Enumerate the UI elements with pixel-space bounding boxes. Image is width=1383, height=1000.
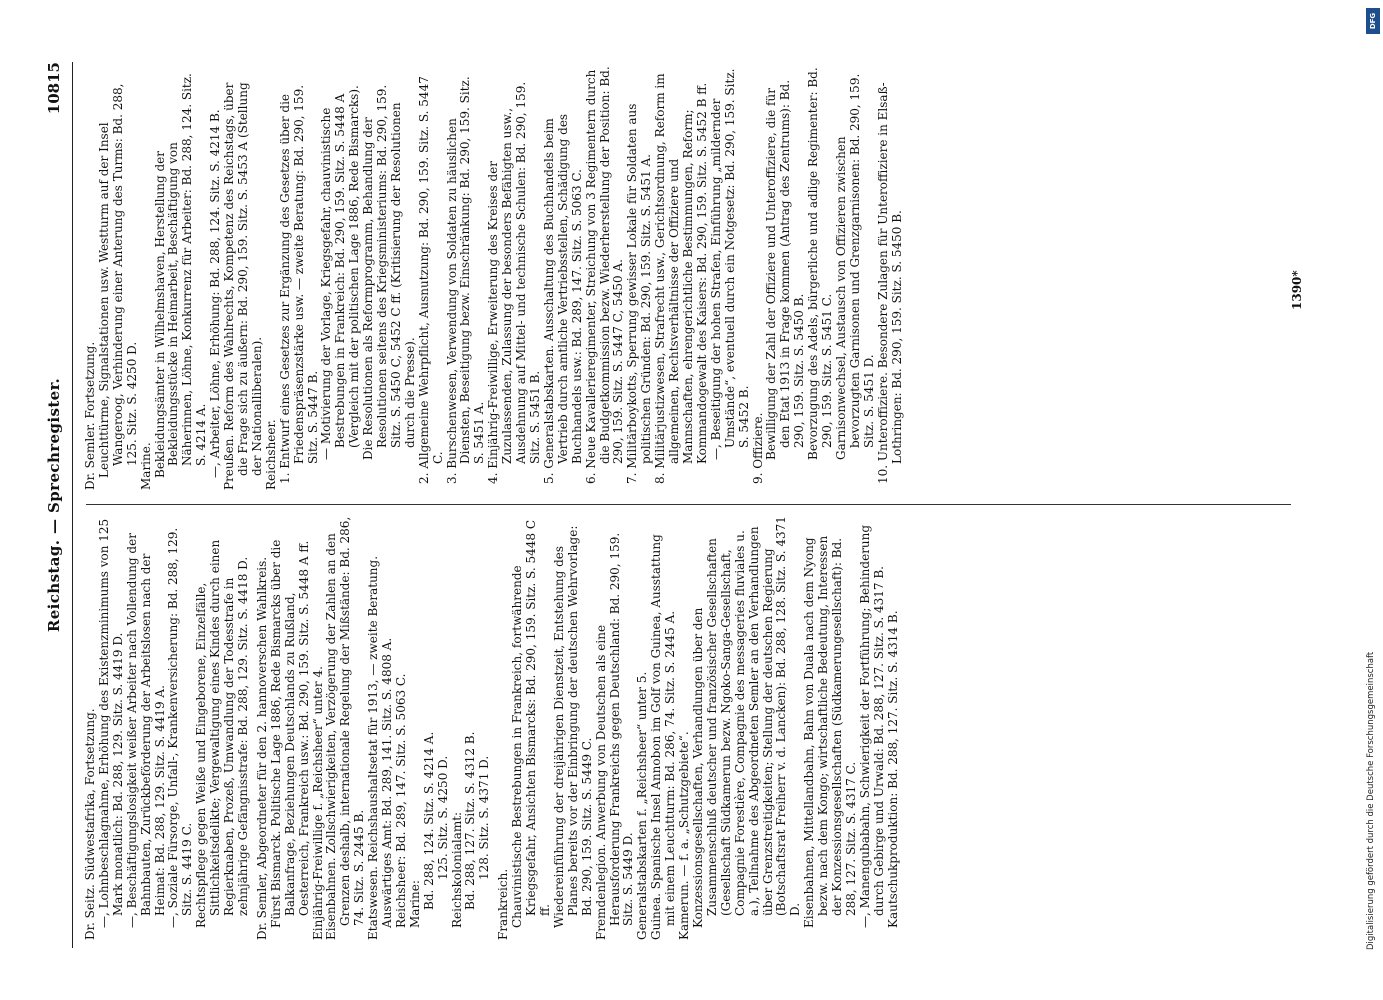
index-entry: Reichsheer: Bd. 289, 147. Sitz. S. 5063 C. (393, 673, 408, 928)
index-entry: Marine: (407, 880, 422, 928)
right-column (84, 66, 904, 490)
index-entry: 6. Neue Kavallerieregimenter, Streichung von 3 Regimentern durch die Budgetkommission bezw. Wiederherstellung der Position: Bd. 290, 159. Sitz. S. 5447 C, 5450 A. (583, 66, 626, 484)
index-entry: Bd. 288, 124. Sitz. S. 4214 A. (421, 731, 436, 910)
index-entry: 2. Allgemeine Wehrpflicht, Ausnutzung: Bd. 290, 159. Sitz. S. 5447 C. (416, 76, 445, 484)
left-column (84, 516, 901, 940)
footer-page-mark: 1390* (1290, 270, 1304, 310)
index-entry: Leuchttürme, Signalstationen usw. Westturm auf der Insel Wangeroog, Verhinderung einer Anterung des Turms: Bd. 288, 125. Sitz. S. 4250 D. (96, 83, 139, 478)
index-entry: 125. Sitz. S. 4250 D. (435, 755, 450, 880)
index-entry: 10. Unteroffiziere. Besondere Zulagen für Unteroffiziere in Elsaß-Lothringen: Bd. 290, 159. Sitz. S. 5450 B. (875, 82, 904, 484)
index-entry: — Motivierung der Vorlage, Kriegsgefahr, chauvinistische Bestrebungen in Frankreich: Bd. 290, 159. Sitz. S. 5448 A (Vergleich mit der politischen Lage 1886, Rede Bismarcks). (319, 85, 362, 460)
index-entry: Fremdenlegion. Anwerbung von Deutschen als eine Herausforderung Frankreichs gegen Deutschland: Bd. 290, 159. Sitz. S. 5449 D. (593, 532, 636, 940)
index-entry: Garnisonwechsel, Austausch von Offizieren zwischen bevorzugten Garnisonen und Grenzgarnisonen: Bd. 290, 159. Sitz. S. 5451 D. (833, 73, 876, 460)
index-entry: Bd. 288, 127. Sitz. S. 4312 B. (463, 731, 478, 910)
index-entry: Guinea. Spanische Insel Annobon im Golf von Guinea, Ausstattung mit einem Leuchtturm: Bd. 286, 74. Sitz. S. 2445 A. (649, 534, 678, 940)
index-entry: Dr. Semler. Fortsetzung. (83, 341, 97, 490)
index-entry: Wiedereinführung der dreijährigen Dienstzeit, Entstehung des Planes bereits vor der Einbringung der deutschen Wehrvorlage: Bd. 290, 159. Sitz. S. 5449 C. (551, 525, 594, 928)
index-entry: Etatswesen. Reichshaushaltsetat für 1913, — zweite Beratung. (366, 555, 381, 940)
page-number: 10815 (45, 62, 63, 115)
index-entry: Konzessionsgesellschaften, Verhandlungen über den Zusammenschluß deutscher und französischer Gesellschaften (Gesellschaft Südkamerun bezw. Ngoko-Sanga-Gesellschaft, Compagnie Forestière, Compagnie des messageries fluviales u. a.), Teilnahme des Abgeordneten Semler an den Verhandlungen über Grenzstreitigkeiten; Stellung der deutschen Regierung (Botschaftsrat Freiherr v. d. Lancken): Bd. 288, 128. Sitz. S. 4371 D. (690, 516, 803, 928)
dfg-logo-text: DFG (1369, 12, 1377, 30)
header-rule (72, 62, 73, 948)
index-entry: Bekleidungsämter in Wilhelmshaven, Herstellung der Bekleidungsstücke in Heimarbeit, Beschäftigung von Näherinnen, Löhne, Konkurrenz für Arbeiter: Bd. 288, 124. Sitz. S. 4214 A. (152, 73, 209, 478)
index-entry: Reichskolonialamt: (449, 811, 464, 928)
index-entry: 3. Burschenwesen, Verwendung von Soldaten zu häuslichen Diensten, Beseitigung bezw. Einschränkung: Bd. 290, 159. Sitz. S. 5451 A. (444, 76, 487, 484)
page-header (45, 62, 67, 948)
index-entry: Reichsheer. (263, 419, 278, 490)
index-entry: 9. Offiziere. (750, 412, 765, 484)
index-entry: Frankreich. (496, 868, 511, 940)
index-entry: Die Resolutionen als Reformprogramm, Behandlung der Resolutionen seitens des Kriegsministeriums: Bd. 290, 159. Sitz. S. 5450 C, 5452 C ff. (Kritisierung der Resolutionen durch die Presse). (361, 84, 417, 460)
dfg-logo (1366, 8, 1380, 34)
index-entry: 1. Entwurf eines Gesetzes zur Ergänzung des Gesetzes über die Friedenspräsenzstärke usw. — zweite Beratung: Bd. 290, 159. Sitz. S. 5447 B. (277, 84, 320, 484)
index-entry: —, Soziale Fürsorge, Unfall-, Krankenversicherung: Bd. 288, 129. Sitz. S. 4419 C. (166, 527, 195, 928)
index-entry: Eisenbahnen. Zollschwierigkeiten, Verzögerung der Zahlen an den Grenzen deshalb, internationale Regelung der Mißstände: Bd. 286, 74. Sitz. S. 2445 B. (324, 516, 367, 940)
index-entry: Dr. Semler, Abgeordneter für den 2. hannoverschen Wahlkreis. (254, 556, 269, 940)
index-entry: 5. Generalstabskarten. Ausschaltung des Buchhandels beim Vertrieb durch amtliche Vertriebsstellen, Schädigung des Buchhandels usw.: Bd. 289, 147. Sitz. S. 5063 C. (541, 113, 584, 484)
index-entry: —, Beseitigung der hohen Strafen, Einführung „mildernder Umstände“, eventuell durch ein Notgesetz: Bd. 290, 159. Sitz. S. 5452 B. (708, 68, 751, 460)
index-entry: Generalstabskarten f. „Reichsheer“ unter 5. (635, 671, 650, 940)
digitization-note: Digitalisierung gefördert durch die Deutsche Forschungsgemeinschaft (1366, 651, 1376, 950)
index-entry: Chauvinistische Bestrebungen in Frankreich, fortwährende Kriegsgefahr, Ansichten Bismarcks: Bd. 290, 159. Sitz. S. 5448 C ff. (510, 519, 552, 928)
index-entry: Dr. Seitz. Südwestafrika, Fortsetzung. (83, 708, 97, 940)
index-entry: 7. Militärboykotts, Sperrung gewisser Lokale für Soldaten aus politischen Gründen: Bd. 290, 159. Sitz. S. 5451 A. (625, 103, 654, 484)
index-entry: —, Manengubabahn, Schwierigkeit der Fortführung; Behinderung durch Gebirge und Urwald: Bd. 288, 127. Sitz. S. 4317 B. (857, 524, 886, 928)
index-entry: Einjährig-Freiwillige f. „Reichsheer“ unter 4. (310, 666, 325, 940)
index-entry: Kamerun. — f. a. „Schutzgebiete“. (677, 731, 692, 940)
index-entry: Auswärtiges Amt: Bd. 289, 141. Sitz. S. 4808 A. (380, 637, 395, 928)
index-entry: 128. Sitz. S. 4371 D. (477, 755, 492, 880)
column-divider (86, 504, 1291, 505)
index-entry: Rechtspflege gegen Weiße und Eingeborene, Einzelfälle, Sittlichkeitsdelikte; Vergewaltigung eines Kindes durch einen Regierknaben, Prozeß, Umwandlung der Todesstrafe in zehnjährige Gefängnisstrafe: Bd. 288, 129. Sitz. S. 4418 D. (194, 539, 250, 928)
page-title: Reichstag. — Sprechregister. (45, 377, 63, 633)
digitization-strip (1362, 10, 1380, 990)
index-entry: Marine. (138, 442, 153, 490)
index-entry: —, Arbeiter, Löhne, Erhöhung: Bd. 288, 124. Sitz. S. 4214 B. (208, 109, 223, 478)
index-entry: Eisenbahnen, Mittellandbahn, Bahn von Duala nach dem Nyong bezw. nach dem Kongo; wirtschaftliche Bedeutung, Interessen der Konzessionsgesellschaften (Südkamerungesellschaft): Bd. 288, 127. Sitz. S. 4317 C. (802, 535, 858, 928)
index-entry: —, Beschäftigungslosigkeit weißer Arbeiter nach Vollendung der Bahnbauten, Zurückbeförderung der Arbeitslosen nach der Heimat: Bd. 288, 129. Sitz. S. 4419 A. (124, 533, 167, 928)
index-entry: Preußen. Reform des Wahlrechts, Kompetenz des Reichstags, über die Frage sich zu äußern: Bd. 290, 159. Sitz. S. 5453 A (Stellung der Nationalliberalen). (222, 82, 264, 490)
index-entry: Bewilligung der Zahl der Offiziere und Unteroffiziere, die für den Etat 1913 in Frage kommen (Antrag des Zentrums): Bd. 290, 159. Sitz. S. 5450 B. (764, 79, 807, 460)
index-entry: —, Lohnbeschlagnahme, Erhöhung des Existenzminimums von 125 Mark monatlich: Bd. 288, 129. Sitz. S. 4419 D. (96, 518, 125, 928)
index-entry: Kautschukproduktion: Bd. 288, 127. Sitz. S. 4314 B. (885, 610, 900, 928)
index-entry: 4. Einjährig-Freiwillige, Erweiterung des Kreises der Zuzulassenden, Zulassung der besonders Befähigten usw., Ausdehnung auf Mittel- und technische Schulen: Bd. 290, 159. Sitz. S. 5451 B. (486, 81, 542, 484)
index-entry: 8. Militärjustizwesen, Strafrecht usw., Gerichtsordnung, Reform im allgemeinen, Rechtsverhältnisse der Offiziere und Mannschaften, ehrengerichtliche Bestimmungen, Reform; Kommandogewalt des Kaisers: Bd. 290, 159. Sitz. S. 5452 B ff. (653, 73, 709, 484)
index-entry: Bevorzugung des Adels, bürgerliche und adlige Regimenter: Bd. 290, 159. Sitz. S. 5451 C. (806, 67, 835, 460)
index-entry: Fürst Bismarck. Politische Lage 1886, Rede Bismarcks über die Balkanfrage, Beziehungen Deutschlands zu Rußland, Oesterreich, Frankreich usw.: Bd. 290, 159. Sitz. S. 5448 A ff. (268, 539, 311, 928)
